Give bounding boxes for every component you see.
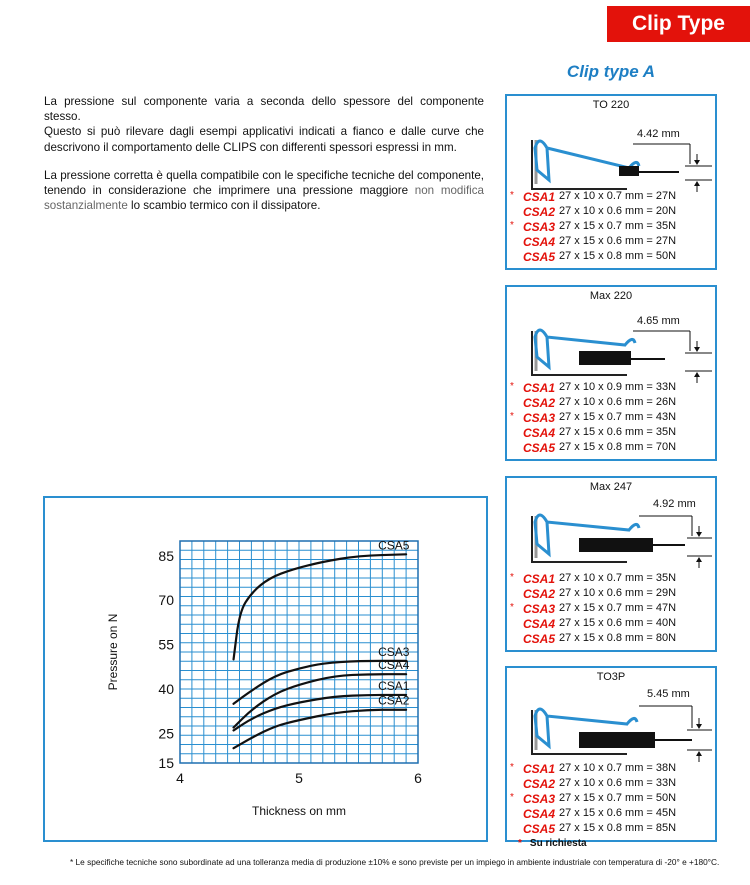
spec-code: CSA2: [522, 396, 555, 410]
intro-p1: La pressione sul componente varia a seconda dello spessore del componente stesso.: [44, 95, 484, 124]
spec-value: 27 x 15 x 0.8 mm = 70N: [559, 441, 677, 453]
spec-value: 27 x 10 x 0.7 mm = 38N: [559, 762, 677, 774]
y-tick-label: 40: [158, 681, 174, 697]
measure-label: 4.92 mm: [653, 498, 696, 510]
intro-paragraph: [44, 94, 484, 155]
series-label-csa5: CSA5: [378, 538, 410, 553]
x-axis-label: Thickness on mm: [251, 804, 347, 818]
spec-value: 27 x 15 x 0.7 mm = 50N: [559, 792, 677, 804]
spec-code: CSA5: [522, 441, 555, 455]
y-tick-label: 85: [158, 547, 174, 564]
pressure-chart: [45, 498, 486, 840]
spec-value: 27 x 15 x 0.6 mm = 35N: [559, 426, 677, 438]
spec-code: CSA3: [522, 220, 555, 234]
intro-p3c: lo scambio termico con il dissipatore.: [131, 199, 321, 213]
series-label-csa4: CSA4: [378, 658, 410, 673]
star-icon: *: [510, 411, 514, 422]
intro-text: [44, 94, 484, 226]
intro-p3b: non modifica sostanzialmente: [44, 184, 484, 213]
x-tick-label: 5: [295, 770, 303, 786]
y-tick-label: 25: [158, 725, 174, 742]
spec-code: CSA4: [522, 235, 555, 249]
spec-code: CSA3: [522, 792, 555, 806]
spec-value: 27 x 10 x 0.9 mm = 33N: [559, 381, 677, 393]
spec-value: 27 x 10 x 0.6 mm = 29N: [559, 587, 677, 599]
spec-value: 27 x 10 x 0.6 mm = 26N: [559, 396, 677, 408]
series-line-csa5: [234, 554, 407, 659]
panel-title: Max 220: [589, 290, 633, 302]
spec-code: CSA1: [522, 381, 555, 395]
footnote: * Le specifiche tecniche sono subordinate ad una tolleranza media di produzione ±10% e sono previste per un impiego in ambiente industriale con temperatura di -20° e +180°C.: [70, 857, 720, 867]
star-icon: *: [510, 762, 514, 773]
spec-code: CSA5: [522, 250, 555, 264]
pressure-chart-box: [43, 496, 488, 842]
y-tick-label: 55: [158, 636, 174, 653]
spec-value: 27 x 10 x 0.7 mm = 35N: [559, 572, 677, 584]
panel-max247: [505, 476, 717, 652]
spec-code: CSA4: [522, 617, 555, 631]
spec-value: 27 x 10 x 0.6 mm = 33N: [559, 777, 677, 789]
x-tick-label: 4: [176, 770, 184, 786]
series-label-csa1: CSA1: [378, 678, 410, 693]
intro-paragraph: [44, 168, 484, 214]
spec-value: 27 x 15 x 0.8 mm = 80N: [559, 632, 677, 644]
legend-note-text: Su richiesta: [529, 838, 587, 849]
spec-value: 27 x 15 x 0.6 mm = 45N: [559, 807, 677, 819]
star-icon: *: [510, 792, 514, 803]
spec-code: CSA2: [522, 205, 555, 219]
spec-code: CSA4: [522, 426, 555, 440]
y-axis-label: Pressure on N: [106, 613, 120, 691]
panel-title: TO3P: [596, 671, 626, 683]
spec-code: CSA5: [522, 632, 555, 646]
header-band: [607, 6, 750, 42]
spec-code: CSA4: [522, 807, 555, 821]
spec-code: CSA2: [522, 587, 555, 601]
star-icon: *: [510, 602, 514, 613]
section-subtitle: Clip type A: [566, 62, 656, 81]
star-icon: *: [518, 838, 522, 849]
spec-value: 27 x 15 x 0.7 mm = 35N: [559, 220, 677, 232]
measure-label: 4.65 mm: [637, 315, 680, 327]
spec-code: CSA3: [522, 411, 555, 425]
series-label-csa2: CSA2: [378, 693, 410, 708]
spec-code: CSA1: [522, 762, 555, 776]
star-icon: *: [510, 220, 514, 231]
spec-code: CSA5: [522, 822, 555, 836]
spec-code: CSA2: [522, 777, 555, 791]
spec-code: CSA1: [522, 190, 555, 204]
legend-note: [518, 838, 587, 849]
x-tick-label: 6: [414, 770, 422, 786]
spec-value: 27 x 10 x 0.6 mm = 20N: [559, 205, 677, 217]
panel-to220: [505, 94, 717, 270]
spec-value: 27 x 15 x 0.7 mm = 43N: [559, 411, 677, 423]
star-icon: *: [510, 190, 514, 201]
y-tick-label: 15: [158, 755, 174, 771]
spec-value: 27 x 15 x 0.8 mm = 85N: [559, 822, 677, 834]
spec-code: CSA1: [522, 572, 555, 586]
intro-p2: Questo si può rilevare dagli esempi applicativi indicati a fianco e dalle curve che descrivono il comportamento delle CLIPS con differenti spessori espressi in mm.: [44, 125, 484, 154]
measure-label: 4.42 mm: [637, 128, 680, 140]
panel-to3p: [505, 666, 717, 842]
y-tick-label: 70: [158, 592, 174, 609]
spec-value: 27 x 15 x 0.7 mm = 47N: [559, 602, 677, 614]
intro-p3a: La pressione corretta è quella compatibile con le specifiche tecniche del componente, tenendo in considerazione che imprimere una pressione maggiore: [44, 168, 484, 198]
star-icon: *: [510, 381, 514, 392]
spec-value: 27 x 10 x 0.7 mm = 27N: [559, 190, 677, 202]
spec-value: 27 x 15 x 0.6 mm = 40N: [559, 617, 677, 629]
measure-label: 5.45 mm: [647, 688, 690, 700]
panel-max220: [505, 285, 717, 461]
spec-value: 27 x 15 x 0.6 mm = 27N: [559, 235, 677, 247]
series-label-csa3: CSA3: [378, 644, 410, 659]
star-icon: *: [510, 572, 514, 583]
panel-title: TO 220: [592, 99, 630, 111]
panel-title: Max 247: [589, 481, 633, 493]
spec-code: CSA3: [522, 602, 555, 616]
spec-value: 27 x 15 x 0.8 mm = 50N: [559, 250, 677, 262]
page-title: Clip Type: [632, 12, 725, 35]
